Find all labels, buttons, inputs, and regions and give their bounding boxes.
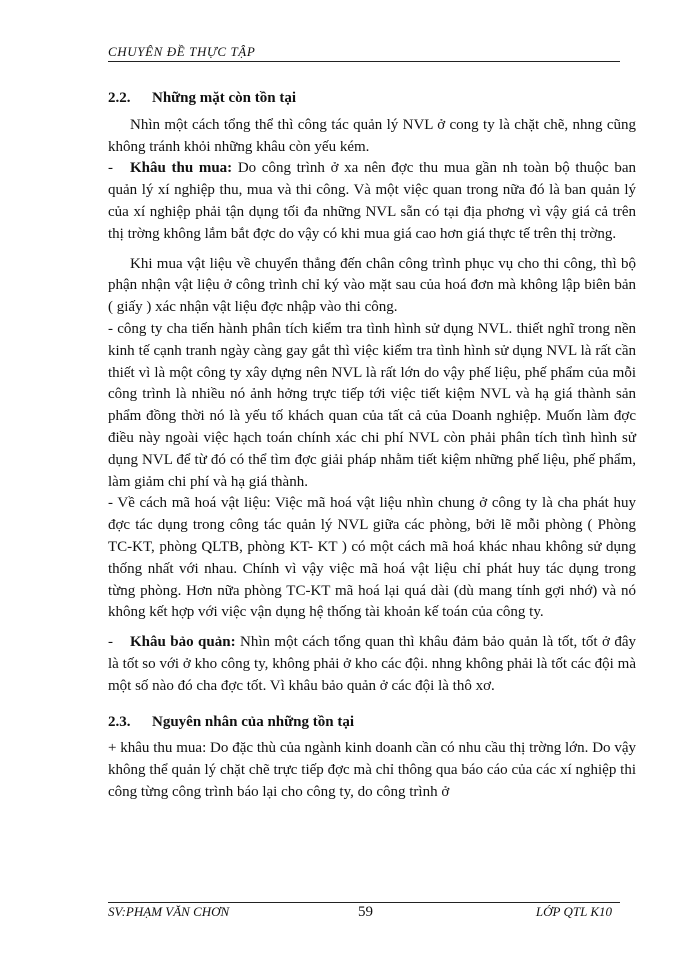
purchasing-text: Do công trình ở xa nên đợc thu mua gần nh toàn bộ thuộc ban quản lý xí nghiệp thu, mua và thi công. Và một việc quan trong nữa đó là ban quản lý của xí nghiệp phải tận dụng tối đa những NVL sẵn có tại địa phơng vì vậy giá cả trên thị trờng không lắm bắt đợc do vậy có khi mua giá cao hơn giá thực tế trên thị trờng. (108, 160, 636, 242)
storage-label: Khâu bảo quản: (130, 634, 236, 651)
paragraph-receiving: Khi mua vật liệu về chuyển thẳng đến chân công trình phục vụ cho thi công, thì bộ phận nhận vật liệu ở công trình chỉ ký vào mặt sau của hoá đơn mà không lập biên bản ( giấy ) xác nhận vật liệu đợc nhập vào thi công. (108, 255, 636, 316)
footer-class: LỚP QTL K10 (535, 904, 612, 919)
page-header: CHUYÊN ĐỀ THỰC TẬP (108, 44, 256, 59)
spacer (108, 246, 636, 254)
bullet-dash: - (108, 160, 113, 177)
paragraph-storage (108, 632, 636, 697)
paragraph-analysis: - công ty cha tiến hành phân tích kiểm tra tình hình sử dụng NVL. thiết nghĩ trong nền kinh tế cạnh tranh ngày càng gay gắt thì việc kiểm tra tình hình sử dụng NVL là rất cần thiết vì là một công ty xây dựng nên NVL là rất lớn do vậy phế liệu, phế phẩm của mỗi công trình là nhiều nó ảnh hởng trực tiếp tới việc tiết kiệm NVL và hạ giá thành sản phẩm đồng thời nó là yếu tố khách quan của tất cả của Doanh nghiệp. Muốn làm đợc điều này ngoài việc hạch toán chính xác chi phí NVL còn phải phân tích tình hình sử dụng NVL để từ đó có thể tìm đợc giải pháp nhằm tiết kiệm những phế liệu, phế phẩm, làm giảm chi phí và hạ giá thành. (108, 320, 636, 490)
spacer (108, 624, 636, 632)
section-title: Nguyên nhân của những tồn tại (152, 713, 354, 730)
section-number: 2.3. (108, 713, 131, 730)
paragraph-purchasing (108, 158, 636, 245)
paragraph-causes: + khâu thu mua: Do đặc thù của ngành kinh doanh cần có nhu cầu thị trờng lớn. Do vậy không thể quản lý chặt chẽ trực tiếp đợc mà chỉ thông qua báo cáo của các xí nghiệp thi công từng công trình báo lại cho công ty, do công trình ở (108, 740, 636, 800)
storage-text: Nhìn một cách tổng quan thì khâu đảm bảo quản là tốt, tốt ở đây là tốt so với ở kho công ty, không phải ở kho các đội. nhng không phải là tốt các đội mà một số nào đó cha đợc tốt. Vì khâu bảo quản ở các đội là thô xơ. (108, 634, 636, 694)
footer-author: SV:PHẠM VĂN CHƠN (108, 904, 230, 919)
paragraph-coding: - Về cách mã hoá vật liệu: Việc mã hoá vật liệu nhìn chung ở công ty là cha phát huy đợc tác dụng trong công tác quản lý NVL giữa các phòng, bởi lẽ mỗi phòng ( Phòng TC-KT, phòng QLTB, phòng KT- KT ) có một cách mã hoá khác nhau không sử dụng thống nhất với nhau. Chính vì vậy việc mã hoá vật liệu chỉ phát huy tác dụng trong từng phòng. Hơn nữa phòng TC-KT mã hoá lại quá dài (dù mang tính gợi nhớ) và nó không kết hợp với việc vận dụng hệ thống tài khoản kế toán của công ty. (108, 495, 636, 621)
purchasing-label: Khâu thu mua: (130, 160, 233, 177)
section-number: 2.2. (108, 90, 131, 106)
page-content (108, 88, 636, 804)
paragraph-intro: Nhìn một cách tổng thể thì công tác quản lý NVL ở cong ty là chặt chẽ, nhng cũng không tránh khỏi những khâu còn yếu kém. (108, 116, 636, 155)
bullet-dash: - (108, 634, 113, 651)
header-divider (108, 61, 620, 62)
page-number: 59 (358, 904, 373, 920)
spacer (108, 698, 636, 712)
section-title: Những mặt còn tồn tại (152, 90, 297, 106)
section-heading-2-2 (108, 88, 636, 110)
section-heading-2-3 (108, 712, 636, 734)
footer-divider (108, 902, 620, 903)
